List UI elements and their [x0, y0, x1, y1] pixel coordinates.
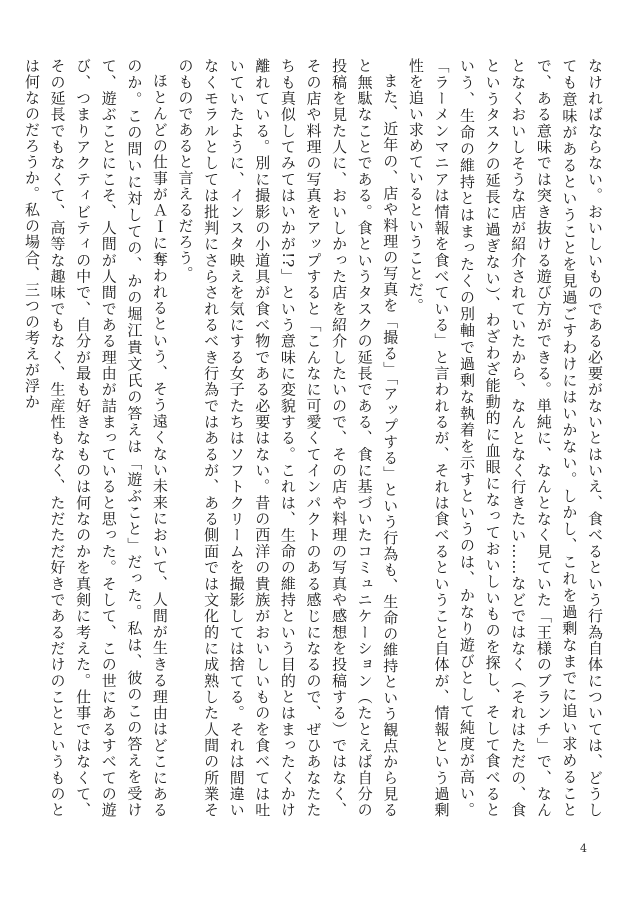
page-number: 4 — [580, 842, 587, 855]
paragraph-2: また、近年の、店や料理の写真を「撮る」「アップする」という行為も、生命の維持という観点から見ると無駄なことである。食というタスクの延長である、食に基づいたコミュニケーション（たとえば自分の投稿を見た人に、おいしかった店を紹介したいので、その店や料理の写真や感想を投稿する）ではなく、その店や料理の写真をアップすると「こんなに可愛くてインパクトのある感じになるので、ぜひあなたたちも真似してみてはいかが!?」という意味に変貌する。これは、生命の維持という目的とはまったくかけ離れている。別に撮影の小道具が食べ物である必要はない。昔の西洋の貴族がおいしいものを食べては吐いていたように、インスタ映えを気にする女子たちはソフトクリームを撮影しては捨てる。それは間違いなくモラルとしては批判にさらされるべき行為ではあるが、ある側面では文化的に成熟した人間の所業そのものであると言えるだろう。 — [176, 58, 400, 819]
vertical-text-body — [22, 58, 607, 819]
paragraph-3: ほとんどの仕事がＡＩに奪われるという、そう遠くない未来において、人間が生きる理由はどこにあるのか。この問いに対しての、かの堀江貴文氏の答えは「遊ぶこと」だった。私は、彼のこの答えを受けて、遊ぶことにこそ、人間が人間である理由が詰まっていると思った。そして、この世にあるすべての遊び、つまりアクティビティの中で、自分が最も好きなものは何なのかを真剣に考えた。仕事ではなくて、その延長でもなくて、高等な趣味でもなく、生産性もなく、ただただ好きであるだけのことというものとは何なのだろうか。私の場合、三つの考えが浮か — [22, 58, 169, 819]
paragraph-1: なければならない。おいしいものである必要がないとはいえ、食べるという行為自体については、どうしても意味があるということを見過ごすわけにはいかない。しかし、これを過剰なまでに追い求めることで、ある意味では突き抜ける遊び方ができる。単純に、なんとなく見ていた「王様のブランチ」で、なんとなくおいしそうな店が紹介されていたから、なんとなく行きたい……などではなく（それはただの、食というタスクの延長に過ぎない）、わざわざ能動的に血眼になっておいしいものを探し、そして食べるという、生命の維持とはまったくの別軸で過剰な執着を示すというのは、かなり遊びとして純度が高い。「ラーメンマニアは情報を食べている」と言われるが、それは食べるということ自体が、情報という過剰性を追い求めているということだ。 — [406, 58, 604, 818]
